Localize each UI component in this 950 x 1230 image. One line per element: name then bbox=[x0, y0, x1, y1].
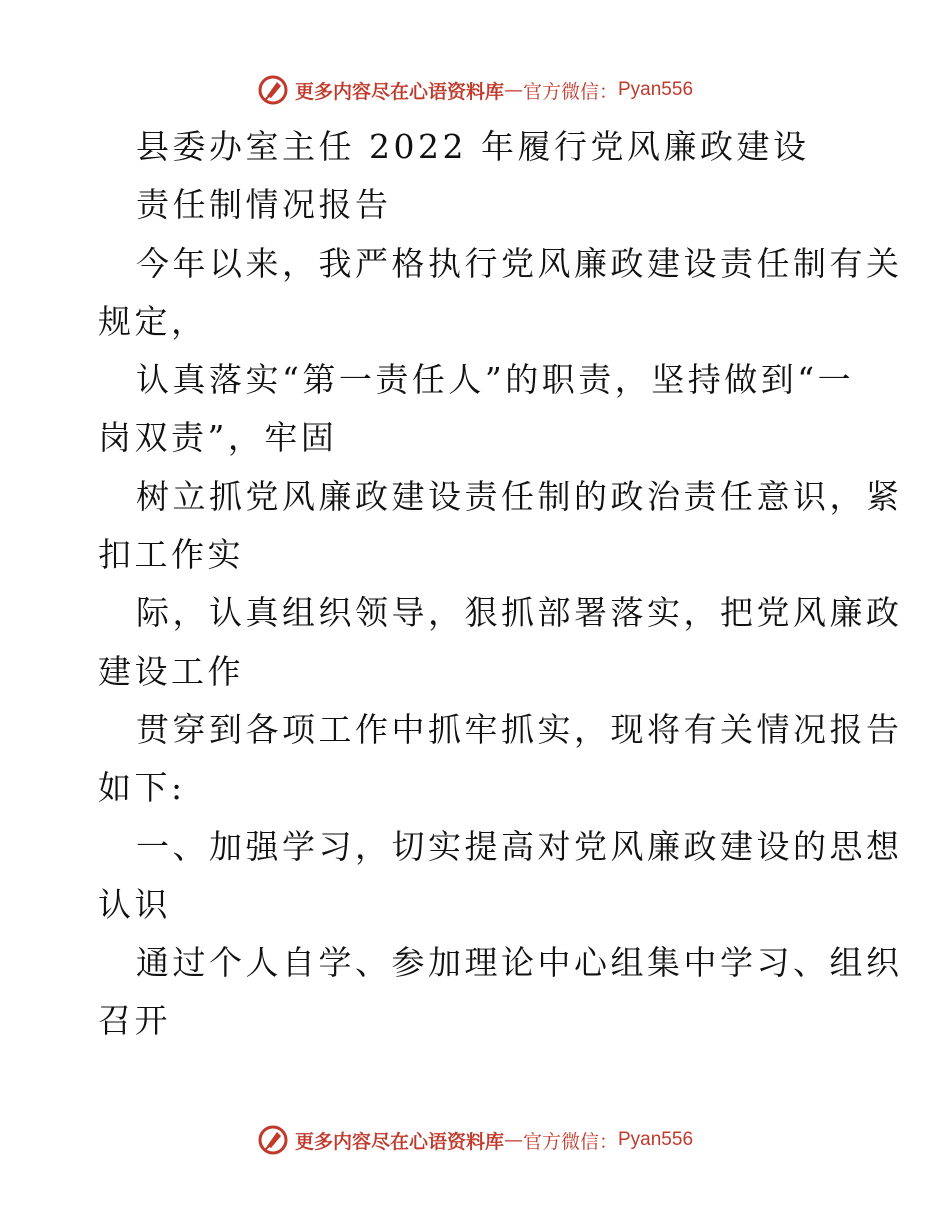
document-line: 际，认真组织领导，狠抓部署落实，把党风廉政 bbox=[136, 593, 903, 633]
watermark-site-text: 更多内容尽在心语资料库 bbox=[294, 1130, 504, 1153]
document-line: 一、加强学习，切实提高对党风廉政建设的思想 bbox=[136, 826, 903, 866]
watermark-site-text: 更多内容尽在心语资料库 bbox=[294, 80, 504, 103]
document-line: 岗双责”，牢固 bbox=[98, 418, 338, 458]
document-line: 通过个人自学、参加理论中心组集中学习、组织 bbox=[136, 943, 903, 983]
document-line: 树立抓党风廉政建设责任制的政治责任意识，紧 bbox=[136, 476, 903, 516]
watermark-dash: — bbox=[503, 79, 523, 101]
watermark-weixin-label: 官方微信： bbox=[522, 80, 618, 103]
watermark-weixin-label: 官方微信： bbox=[522, 1130, 618, 1153]
document-line: 规定， bbox=[98, 301, 208, 341]
document-paragraph-lines bbox=[98, 235, 903, 1051]
watermark-weixin-id: Pyan556 bbox=[618, 1129, 694, 1150]
watermark-footer bbox=[0, 1122, 950, 1158]
watermark-weixin-id: Pyan556 bbox=[618, 79, 694, 100]
watermark-header bbox=[0, 72, 950, 108]
document-line: 建设工作 bbox=[98, 651, 244, 691]
document-line: 认真落实“第一责任人”的职责，坚持做到“一 bbox=[136, 360, 855, 400]
pen-logo-icon bbox=[257, 74, 289, 106]
document-line: 贯穿到各项工作中抓牢抓实，现将有关情况报告 bbox=[136, 709, 903, 749]
document-body bbox=[98, 118, 903, 1051]
document-line: 认识 bbox=[98, 884, 171, 924]
watermark-dash: — bbox=[503, 1129, 523, 1151]
document-line: 扣工作实 bbox=[98, 535, 244, 575]
document-title-line-2: 责任制情况报告 bbox=[136, 185, 392, 225]
document-title-line-1: 县委办室主任 2022 年履行党风廉政建设 bbox=[136, 127, 810, 166]
document-line: 如下: bbox=[98, 768, 186, 808]
pen-logo-icon bbox=[257, 1124, 289, 1156]
document-line: 今年以来，我严格执行党风廉政建设责任制有关 bbox=[136, 243, 903, 283]
document-line: 召开 bbox=[98, 1001, 171, 1041]
